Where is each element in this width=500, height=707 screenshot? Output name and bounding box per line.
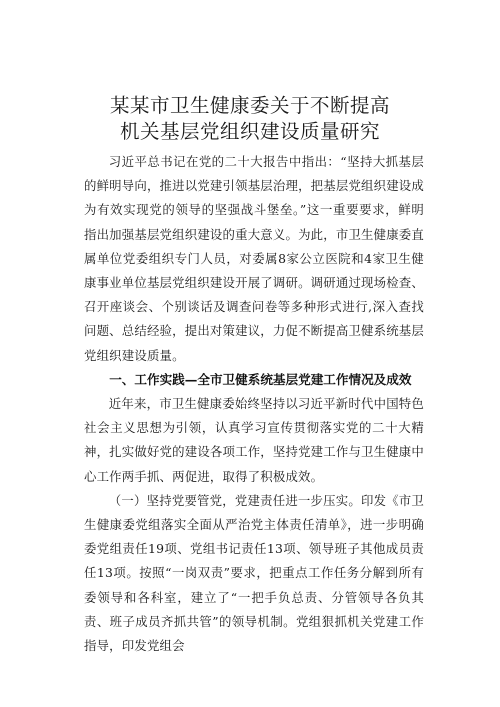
body-paragraph: 近年来，市卫生健康委始终坚持以习近平新时代中国特色社会主义思想为引领，认真学习宣传贯彻落实党的二十大精神，扎实做好党的建设各项工作，坚持党建工作与卫生健康中心工作两手抓、两促进，取得了积极成效。 — [84, 396, 424, 484]
intro-paragraph: 习近平总书记在党的二十大报告中指出：“坚持大抓基层的鲜明导向，推进以党建引领基层治理，把基层党组织建设成为有效实现党的领导的坚强战斗堡垒。”这一重要要求，鲜明指出加强基层党组织建设的重大意义。为此，市卫生健康委直属单位党委组织专门人员，对委属8家公立医院和4家卫生健康事业单位基层党组织建设开展了调研。调研通过现场检查、召开座谈会、个别谈话及调查问卷等多种形式进行,深入查找问题、总结经验，提出对策建议，力促不断提高卫健系统基层党组织建设质量。 — [84, 154, 424, 363]
document-title-line-2: 机关基层党组织建设质量研究 — [119, 120, 380, 143]
section-heading: 一、工作实践—全市卫健系统基层党建工作情况及成效 — [109, 371, 412, 387]
document-body — [84, 150, 424, 658]
document-title-line-1: 某某市卫生健康委关于不断提高 — [109, 94, 390, 117]
body-paragraph: （一）坚持党要管党，党建责任进一步压实。印发《市卫生健康委党组落实全面从严治党主体责任清单》，进一步明确委党组责任19项、党组书记责任13项、领导班子其他成员责任13项。按照“一岗双责”要求，把重点工作任务分解到所有委领导和各科室，建立了“一把手负总责、分管领导各负其责、班子成员齐抓共管”的领导机制。党组狠抓机关党建工作指导，印发党组会 — [84, 492, 424, 654]
